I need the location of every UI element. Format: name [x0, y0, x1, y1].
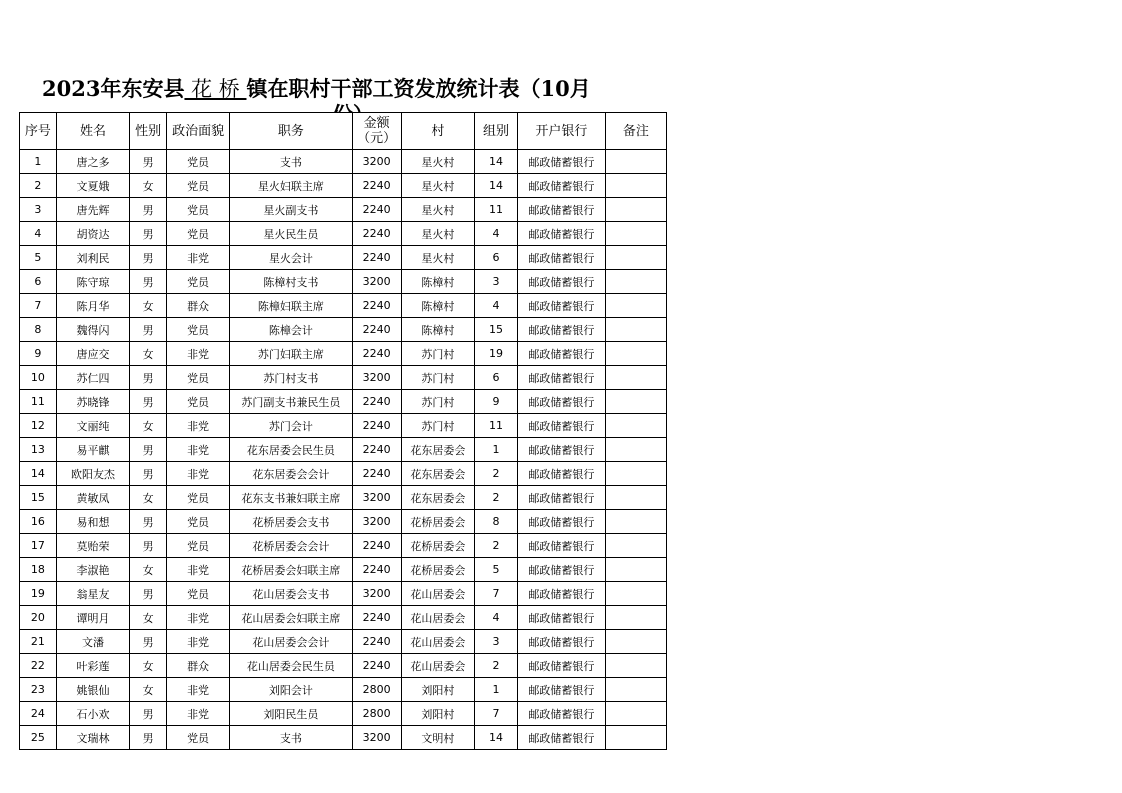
- cell-group: 2: [475, 534, 518, 558]
- salary-table: [19, 112, 667, 750]
- cell-group: 6: [475, 366, 518, 390]
- cell-position: 支书: [230, 150, 352, 174]
- cell-village: 花东居委会: [401, 438, 474, 462]
- cell-remarks: [605, 534, 666, 558]
- cell-amount: 2240: [352, 654, 401, 678]
- cell-name: 翁星友: [56, 582, 129, 606]
- cell-index: 9: [20, 342, 57, 366]
- header-bank: 开户银行: [517, 113, 605, 150]
- cell-amount: 2800: [352, 702, 401, 726]
- cell-political-status: 党员: [166, 486, 229, 510]
- cell-name: 文潘: [56, 630, 129, 654]
- cell-amount: 2240: [352, 318, 401, 342]
- cell-group: 2: [475, 654, 518, 678]
- cell-name: 欧阳友杰: [56, 462, 129, 486]
- cell-index: 19: [20, 582, 57, 606]
- cell-remarks: [605, 606, 666, 630]
- cell-name: 唐之多: [56, 150, 129, 174]
- cell-name: 苏晓锋: [56, 390, 129, 414]
- header-row: [20, 113, 667, 150]
- cell-political-status: 非党: [166, 702, 229, 726]
- cell-group: 8: [475, 510, 518, 534]
- cell-village: 苏门村: [401, 414, 474, 438]
- cell-position: 星火妇联主席: [230, 174, 352, 198]
- cell-remarks: [605, 246, 666, 270]
- cell-political-status: 党员: [166, 150, 229, 174]
- cell-name: 石小欢: [56, 702, 129, 726]
- cell-remarks: [605, 174, 666, 198]
- cell-position: 花东支书兼妇联主席: [230, 486, 352, 510]
- cell-political-status: 党员: [166, 222, 229, 246]
- cell-position: 支书: [230, 726, 352, 750]
- cell-remarks: [605, 702, 666, 726]
- cell-index: 25: [20, 726, 57, 750]
- header-political-status: 政治面貌: [166, 113, 229, 150]
- cell-bank: 邮政储蓄银行: [517, 702, 605, 726]
- cell-political-status: 党员: [166, 198, 229, 222]
- cell-amount: 2240: [352, 462, 401, 486]
- cell-index: 6: [20, 270, 57, 294]
- cell-position: 苏门副支书兼民生员: [230, 390, 352, 414]
- table-row: [20, 558, 667, 582]
- document-title: [42, 72, 662, 112]
- cell-village: 花山居委会: [401, 630, 474, 654]
- table-row: [20, 462, 667, 486]
- cell-amount: 2240: [352, 294, 401, 318]
- header-amount: 金额（元）: [352, 113, 401, 150]
- table-row: [20, 534, 667, 558]
- cell-remarks: [605, 462, 666, 486]
- cell-group: 19: [475, 342, 518, 366]
- cell-gender: 女: [130, 414, 167, 438]
- cell-amount: 2240: [352, 438, 401, 462]
- cell-name: 陈守琼: [56, 270, 129, 294]
- cell-political-status: 党员: [166, 318, 229, 342]
- cell-political-status: 非党: [166, 678, 229, 702]
- cell-name: 易平麒: [56, 438, 129, 462]
- table-row: [20, 366, 667, 390]
- cell-position: 花桥居委会妇联主席: [230, 558, 352, 582]
- table-row: [20, 174, 667, 198]
- cell-name: 莫贻荣: [56, 534, 129, 558]
- cell-political-status: 非党: [166, 438, 229, 462]
- cell-village: 花桥居委会: [401, 534, 474, 558]
- cell-political-status: 党员: [166, 270, 229, 294]
- cell-position: 陈樟妇联主席: [230, 294, 352, 318]
- cell-position: 花山居委会妇联主席: [230, 606, 352, 630]
- cell-political-status: 党员: [166, 510, 229, 534]
- cell-bank: 邮政储蓄银行: [517, 198, 605, 222]
- cell-political-status: 群众: [166, 294, 229, 318]
- cell-name: 胡资达: [56, 222, 129, 246]
- cell-position: 苏门妇联主席: [230, 342, 352, 366]
- table-row: [20, 246, 667, 270]
- cell-bank: 邮政储蓄银行: [517, 222, 605, 246]
- cell-political-status: 党员: [166, 366, 229, 390]
- cell-village: 陈樟村: [401, 318, 474, 342]
- cell-amount: 2240: [352, 534, 401, 558]
- header-gender: 性别: [130, 113, 167, 150]
- cell-position: 花山居委会会计: [230, 630, 352, 654]
- cell-group: 1: [475, 678, 518, 702]
- cell-amount: 2240: [352, 342, 401, 366]
- cell-position: 陈樟村支书: [230, 270, 352, 294]
- cell-political-status: 非党: [166, 558, 229, 582]
- cell-remarks: [605, 438, 666, 462]
- cell-index: 7: [20, 294, 57, 318]
- table-row: [20, 438, 667, 462]
- cell-group: 2: [475, 462, 518, 486]
- table-row: [20, 654, 667, 678]
- cell-gender: 男: [130, 198, 167, 222]
- cell-remarks: [605, 510, 666, 534]
- cell-name: 刘利民: [56, 246, 129, 270]
- cell-bank: 邮政储蓄银行: [517, 246, 605, 270]
- cell-amount: 3200: [352, 486, 401, 510]
- table-row: [20, 702, 667, 726]
- cell-index: 21: [20, 630, 57, 654]
- cell-gender: 男: [130, 390, 167, 414]
- cell-gender: 男: [130, 246, 167, 270]
- table-row: [20, 342, 667, 366]
- cell-name: 易和想: [56, 510, 129, 534]
- cell-position: 花山居委会民生员: [230, 654, 352, 678]
- cell-remarks: [605, 318, 666, 342]
- title-suffix: 镇在职村干部工资发放统计表（10月: [246, 76, 591, 101]
- cell-remarks: [605, 414, 666, 438]
- cell-gender: 男: [130, 438, 167, 462]
- table-row: [20, 222, 667, 246]
- cell-amount: 2240: [352, 414, 401, 438]
- cell-gender: 男: [130, 222, 167, 246]
- table-row: [20, 198, 667, 222]
- cell-group: 6: [475, 246, 518, 270]
- table-row: [20, 414, 667, 438]
- cell-village: 星火村: [401, 198, 474, 222]
- cell-bank: 邮政储蓄银行: [517, 390, 605, 414]
- cell-remarks: [605, 342, 666, 366]
- title-town: 花 桥: [184, 77, 247, 101]
- cell-position: 陈樟会计: [230, 318, 352, 342]
- header-position: 职务: [230, 113, 352, 150]
- cell-political-status: 非党: [166, 246, 229, 270]
- cell-village: 花桥居委会: [401, 558, 474, 582]
- cell-amount: 2240: [352, 606, 401, 630]
- cell-bank: 邮政储蓄银行: [517, 318, 605, 342]
- cell-village: 星火村: [401, 174, 474, 198]
- cell-bank: 邮政储蓄银行: [517, 438, 605, 462]
- cell-name: 谭明月: [56, 606, 129, 630]
- cell-gender: 女: [130, 654, 167, 678]
- cell-index: 13: [20, 438, 57, 462]
- cell-index: 17: [20, 534, 57, 558]
- header-name: 姓名: [56, 113, 129, 150]
- cell-name: 叶彩莲: [56, 654, 129, 678]
- cell-gender: 男: [130, 150, 167, 174]
- cell-gender: 男: [130, 534, 167, 558]
- cell-village: 花东居委会: [401, 462, 474, 486]
- cell-index: 23: [20, 678, 57, 702]
- cell-name: 唐先辉: [56, 198, 129, 222]
- cell-index: 2: [20, 174, 57, 198]
- cell-position: 刘阳会计: [230, 678, 352, 702]
- cell-political-status: 群众: [166, 654, 229, 678]
- cell-political-status: 非党: [166, 462, 229, 486]
- cell-village: 陈樟村: [401, 270, 474, 294]
- cell-bank: 邮政储蓄银行: [517, 174, 605, 198]
- cell-political-status: 党员: [166, 726, 229, 750]
- cell-gender: 男: [130, 510, 167, 534]
- cell-bank: 邮政储蓄银行: [517, 270, 605, 294]
- cell-gender: 男: [130, 318, 167, 342]
- table-row: [20, 486, 667, 510]
- cell-group: 2: [475, 486, 518, 510]
- cell-index: 5: [20, 246, 57, 270]
- cell-index: 24: [20, 702, 57, 726]
- cell-village: 花山居委会: [401, 582, 474, 606]
- cell-village: 苏门村: [401, 366, 474, 390]
- cell-bank: 邮政储蓄银行: [517, 414, 605, 438]
- cell-index: 10: [20, 366, 57, 390]
- cell-village: 花桥居委会: [401, 510, 474, 534]
- cell-group: 3: [475, 630, 518, 654]
- cell-remarks: [605, 558, 666, 582]
- cell-political-status: 非党: [166, 606, 229, 630]
- cell-amount: 2240: [352, 222, 401, 246]
- cell-gender: 男: [130, 630, 167, 654]
- cell-index: 18: [20, 558, 57, 582]
- cell-remarks: [605, 726, 666, 750]
- cell-position: 花桥居委会会计: [230, 534, 352, 558]
- cell-political-status: 非党: [166, 414, 229, 438]
- header-index: 序号: [20, 113, 57, 150]
- cell-position: 花东居委会会计: [230, 462, 352, 486]
- header-group: 组别: [475, 113, 518, 150]
- cell-bank: 邮政储蓄银行: [517, 654, 605, 678]
- cell-remarks: [605, 270, 666, 294]
- cell-remarks: [605, 366, 666, 390]
- cell-name: 黄敏凤: [56, 486, 129, 510]
- cell-village: 苏门村: [401, 390, 474, 414]
- cell-gender: 男: [130, 702, 167, 726]
- cell-amount: 3200: [352, 510, 401, 534]
- cell-amount: 3200: [352, 582, 401, 606]
- cell-bank: 邮政储蓄银行: [517, 582, 605, 606]
- cell-village: 陈樟村: [401, 294, 474, 318]
- cell-amount: 3200: [352, 726, 401, 750]
- cell-name: 苏仁四: [56, 366, 129, 390]
- cell-bank: 邮政储蓄银行: [517, 558, 605, 582]
- cell-amount: 3200: [352, 366, 401, 390]
- cell-bank: 邮政储蓄银行: [517, 150, 605, 174]
- table-row: [20, 678, 667, 702]
- cell-index: 4: [20, 222, 57, 246]
- cell-position: 刘阳民生员: [230, 702, 352, 726]
- cell-position: 星火民生员: [230, 222, 352, 246]
- cell-amount: 2800: [352, 678, 401, 702]
- cell-gender: 女: [130, 174, 167, 198]
- cell-gender: 男: [130, 582, 167, 606]
- cell-group: 1: [475, 438, 518, 462]
- cell-amount: 2240: [352, 558, 401, 582]
- cell-amount: 2240: [352, 174, 401, 198]
- cell-bank: 邮政储蓄银行: [517, 486, 605, 510]
- cell-group: 7: [475, 582, 518, 606]
- cell-bank: 邮政储蓄银行: [517, 678, 605, 702]
- cell-village: 星火村: [401, 246, 474, 270]
- cell-political-status: 党员: [166, 174, 229, 198]
- cell-index: 16: [20, 510, 57, 534]
- cell-position: 苏门会计: [230, 414, 352, 438]
- cell-political-status: 非党: [166, 342, 229, 366]
- cell-bank: 邮政储蓄银行: [517, 510, 605, 534]
- cell-remarks: [605, 678, 666, 702]
- cell-index: 3: [20, 198, 57, 222]
- cell-gender: 男: [130, 462, 167, 486]
- cell-political-status: 非党: [166, 630, 229, 654]
- cell-village: 星火村: [401, 150, 474, 174]
- cell-index: 12: [20, 414, 57, 438]
- title-prefix: 2023年东安县: [42, 76, 185, 101]
- cell-remarks: [605, 390, 666, 414]
- cell-position: 花桥居委会支书: [230, 510, 352, 534]
- cell-group: 4: [475, 294, 518, 318]
- cell-name: 文瑞林: [56, 726, 129, 750]
- cell-group: 3: [475, 270, 518, 294]
- cell-village: 花山居委会: [401, 606, 474, 630]
- cell-group: 15: [475, 318, 518, 342]
- header-remarks: 备注: [605, 113, 666, 150]
- cell-bank: 邮政储蓄银行: [517, 534, 605, 558]
- cell-name: 唐应交: [56, 342, 129, 366]
- cell-amount: 3200: [352, 270, 401, 294]
- cell-group: 11: [475, 198, 518, 222]
- table-row: [20, 606, 667, 630]
- cell-group: 11: [475, 414, 518, 438]
- cell-index: 8: [20, 318, 57, 342]
- cell-gender: 女: [130, 678, 167, 702]
- cell-name: 姚银仙: [56, 678, 129, 702]
- cell-index: 20: [20, 606, 57, 630]
- cell-gender: 女: [130, 558, 167, 582]
- cell-amount: 2240: [352, 198, 401, 222]
- cell-bank: 邮政储蓄银行: [517, 606, 605, 630]
- cell-amount: 2240: [352, 390, 401, 414]
- table-row: [20, 150, 667, 174]
- cell-group: 4: [475, 606, 518, 630]
- cell-political-status: 党员: [166, 390, 229, 414]
- cell-gender: 女: [130, 606, 167, 630]
- cell-remarks: [605, 486, 666, 510]
- cell-position: 星火会计: [230, 246, 352, 270]
- cell-name: 文夏娥: [56, 174, 129, 198]
- table-body: [20, 150, 667, 750]
- cell-group: 14: [475, 150, 518, 174]
- cell-group: 5: [475, 558, 518, 582]
- cell-village: 星火村: [401, 222, 474, 246]
- cell-remarks: [605, 630, 666, 654]
- table-row: [20, 630, 667, 654]
- cell-index: 22: [20, 654, 57, 678]
- cell-bank: 邮政储蓄银行: [517, 462, 605, 486]
- cell-index: 15: [20, 486, 57, 510]
- cell-gender: 女: [130, 486, 167, 510]
- header-village: 村: [401, 113, 474, 150]
- cell-bank: 邮政储蓄银行: [517, 294, 605, 318]
- cell-amount: 2240: [352, 630, 401, 654]
- cell-amount: 2240: [352, 246, 401, 270]
- table-row: [20, 390, 667, 414]
- table-row: [20, 294, 667, 318]
- cell-gender: 男: [130, 366, 167, 390]
- cell-index: 11: [20, 390, 57, 414]
- cell-remarks: [605, 198, 666, 222]
- cell-remarks: [605, 150, 666, 174]
- table-row: [20, 726, 667, 750]
- cell-group: 14: [475, 174, 518, 198]
- cell-gender: 女: [130, 294, 167, 318]
- cell-remarks: [605, 222, 666, 246]
- cell-name: 文丽纯: [56, 414, 129, 438]
- cell-amount: 3200: [352, 150, 401, 174]
- cell-bank: 邮政储蓄银行: [517, 366, 605, 390]
- cell-group: 4: [475, 222, 518, 246]
- cell-position: 星火副支书: [230, 198, 352, 222]
- cell-remarks: [605, 294, 666, 318]
- cell-village: 花东居委会: [401, 486, 474, 510]
- cell-gender: 男: [130, 726, 167, 750]
- cell-remarks: [605, 654, 666, 678]
- cell-bank: 邮政储蓄银行: [517, 342, 605, 366]
- cell-village: 文明村: [401, 726, 474, 750]
- cell-village: 刘阳村: [401, 702, 474, 726]
- cell-political-status: 党员: [166, 582, 229, 606]
- cell-index: 1: [20, 150, 57, 174]
- cell-position: 花山居委会支书: [230, 582, 352, 606]
- cell-remarks: [605, 582, 666, 606]
- cell-group: 7: [475, 702, 518, 726]
- cell-gender: 男: [130, 270, 167, 294]
- cell-gender: 女: [130, 342, 167, 366]
- cell-village: 刘阳村: [401, 678, 474, 702]
- cell-bank: 邮政储蓄银行: [517, 726, 605, 750]
- cell-index: 14: [20, 462, 57, 486]
- table-row: [20, 270, 667, 294]
- cell-name: 陈月华: [56, 294, 129, 318]
- cell-bank: 邮政储蓄银行: [517, 630, 605, 654]
- cell-village: 花山居委会: [401, 654, 474, 678]
- cell-group: 14: [475, 726, 518, 750]
- cell-village: 苏门村: [401, 342, 474, 366]
- cell-position: 花东居委会民生员: [230, 438, 352, 462]
- cell-group: 9: [475, 390, 518, 414]
- cell-name: 魏得闪: [56, 318, 129, 342]
- cell-name: 李淑艳: [56, 558, 129, 582]
- table-row: [20, 318, 667, 342]
- cell-position: 苏门村支书: [230, 366, 352, 390]
- table-row: [20, 582, 667, 606]
- cell-political-status: 党员: [166, 534, 229, 558]
- table-row: [20, 510, 667, 534]
